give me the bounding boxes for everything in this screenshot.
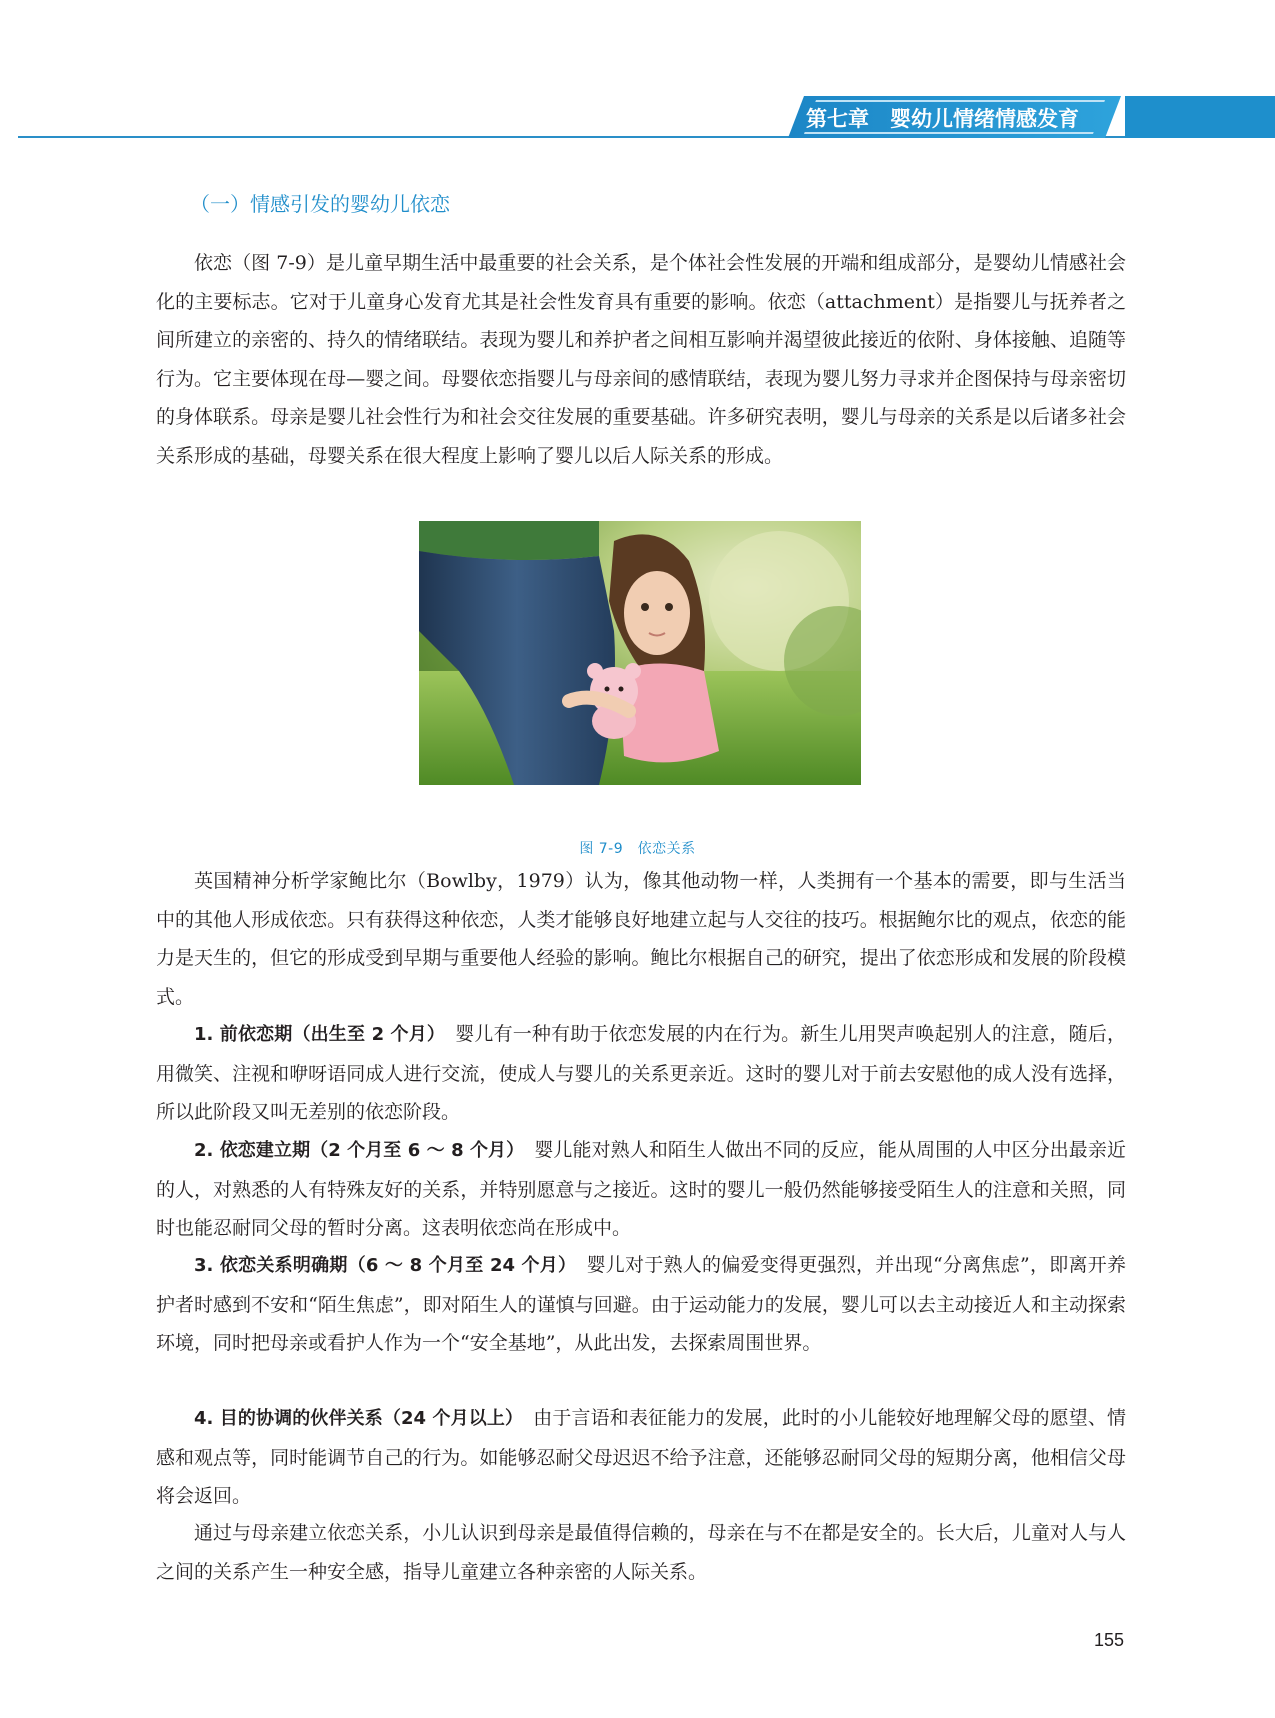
stage-1-heading: 1. 前依恋期（出生至 2 个月）: [194, 1024, 437, 1045]
bowlby-paragraph: 英国精神分析学家鲍比尔（Bowlby，1979）认为，像其他动物一样，人类拥有一个基本的需要，即与生活当中的其他人形成依恋。只有获得这种依恋，人类才能够良好地建立起与人交往的技巧。根据鲍尔比的观点，依恋的能力是天生的，但它的形成受到早期与重要他人经验的影响。鲍比尔根据自己的研究，提出了依恋形成和发展的阶段模式。: [156, 870, 1126, 1008]
stage-2-heading: 2. 依恋建立期（2 个月至 6 ～ 8 个月）: [194, 1140, 516, 1161]
stage-2-text: 婴儿能对熟人和陌生人做出不同的反应，能从周围的人中区分出最亲近的人，对熟悉的人有特殊友好的关系，并特别愿意与之接近。这时的婴儿一般仍然能够接受陌生人的注意和关照，同时也能忍耐同父母的暂时分离。这表明依恋尚在形成中。: [156, 1139, 1126, 1240]
section-title: （一）情感引发的婴幼儿依恋: [190, 192, 450, 216]
attachment-photo: [419, 521, 861, 785]
figure-caption: 图 7-9 依恋关系: [579, 841, 696, 857]
header-accent-block: [1125, 96, 1275, 138]
stage-3-text: 婴儿对于熟人的偏爱变得更强烈，并出现“分离焦虑”，即离开养护者时感到不安和“陌生焦虑”，即对陌生人的谨慎与回避。由于运动能力的发展，婴儿可以去主动接近人和主动探索环境，同时把母亲或看护人作为一个“安全基地”，从此出发，去探索周围世界。: [156, 1254, 1126, 1355]
intro-paragraph: 依恋（图 7-9）是儿童早期生活中最重要的社会关系，是个体社会性发展的开端和组成部分，是婴幼儿情感社会化的主要标志。它对于儿童身心发育尤其是社会性发育具有重要的影响。依恋（attachment）是指婴儿与抚养者之间所建立的亲密的、持久的情绪联结。表现为婴儿和养护者之间相互影响并渴望彼此接近的依附、身体接触、追随等行为。它主要体现在母—婴之间。母婴依恋指婴儿与母亲间的感情联结，表现为婴儿努力寻求并企图保持与母亲密切的身体联系。母亲是婴儿社会性行为和社会交往发展的重要基础。许多研究表明，婴儿与母亲的关系是以后诸多社会关系形成的基础，母婴关系在很大程度上影响了婴儿以后人际关系的形成。: [156, 252, 1126, 467]
conclusion-paragraph: 通过与母亲建立依恋关系，小儿认识到母亲是最值得信赖的，母亲在与不在都是安全的。长大后，儿童对人与人之间的关系产生一种安全感，指导儿童建立各种亲密的人际关系。: [156, 1522, 1126, 1583]
stage-4-text: 由于言语和表征能力的发展，此时的小儿能较好地理解父母的愿望、情感和观点等，同时能调节自己的行为。如能够忍耐父母迟迟不给予注意，还能够忍耐同父母的短期分离，他相信父母将会返回。: [156, 1407, 1126, 1508]
stage-3-paragraph: [156, 1246, 1126, 1363]
stage-4-paragraph: [156, 1399, 1126, 1516]
stage-3-heading: 3. 依恋关系明确期（6 ～ 8 个月至 24 个月）: [194, 1255, 568, 1276]
stage-2-paragraph: [156, 1131, 1126, 1248]
stage-4-heading: 4. 目的协调的伙伴关系（24 个月以上）: [194, 1408, 515, 1429]
stage-1-paragraph: [156, 1015, 1126, 1132]
page-number: 155: [1094, 1630, 1125, 1650]
stage-1-text: 婴儿有一种有助于依恋发展的内在行为。新生儿用哭声唤起别人的注意，随后，用微笑、注视和咿呀语同成人进行交流，使成人与婴儿的关系更亲近。这时的婴儿对于前去安慰他的成人没有选择，所以此阶段又叫无差别的依恋阶段。: [156, 1023, 1126, 1124]
chapter-title: 第七章 婴幼儿情绪情感发育: [806, 107, 1079, 131]
